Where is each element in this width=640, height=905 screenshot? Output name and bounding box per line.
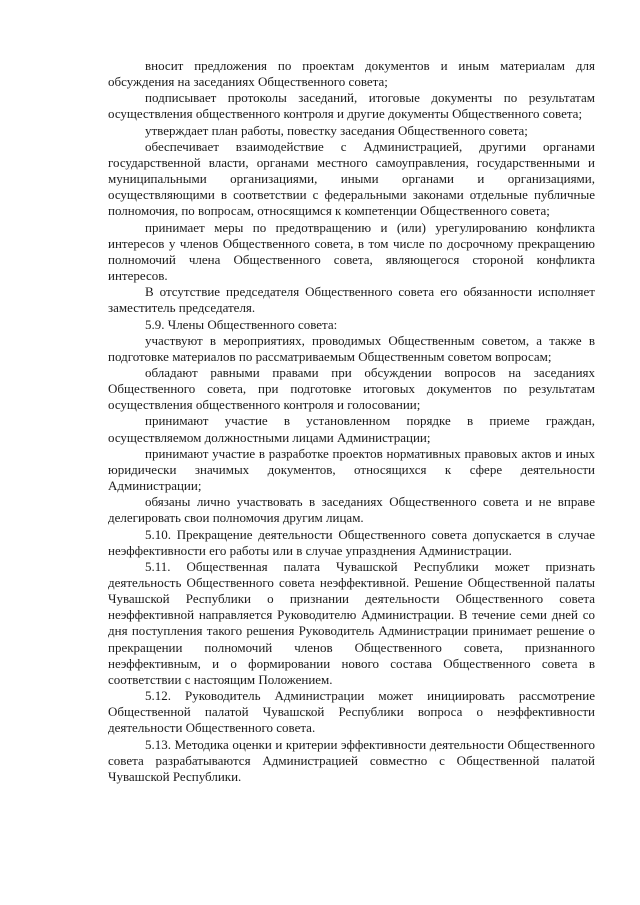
paragraph-draft-acts: принимают участие в разработке проектов нормативных правовых актов и иных юридически значимых документов, относящихся к сфере деятельности Администрации;	[108, 445, 595, 494]
section-5-12: 5.12. Руководитель Администрации может инициировать рассмотрение Общественной палатой Чувашской Республики вопроса о неэффективности деятельности Общественного совета.	[108, 688, 595, 736]
section-5-13: 5.13. Методика оценки и критерии эффективности деятельности Общественного совета разрабатываются Администрацией совместно с Общественной палатой Чувашской Республики.	[108, 736, 595, 784]
paragraph-sign-protocols: подписывает протоколы заседаний, итоговые документы по результатам осуществления общественного контроля и другие документы Общественного совета;	[108, 90, 595, 122]
paragraph-personal-participation: обязаны лично участвовать в заседаниях Общественного совета и не вправе делегировать свои полномочия другим лицам.	[108, 494, 595, 526]
section-5-11: 5.11. Общественная палата Чувашской Республики может признать деятельность Общественного совета неэффективной. Решение Общественной палаты Чувашской Республики о признании деятельности Общественного совета неэффективной направляется Руководителю Администрации. В течение семи дней со дня поступления такого решения Руководитель Администрации принимает решение о прекращении полномочий членов Общественного совета, признанного неэффективным, и о формировании нового состава Общественного совета в соответствии с настоящим Положением.	[108, 558, 595, 687]
section-heading-5-9: 5.9. Члены Общественного совета:	[145, 316, 338, 332]
paragraph-equal-rights: обладают равными правами при обсуждении вопросов на заседаниях Общественного совета, при подготовке итоговых документов по результатам осуществления общественного контроля и голосовании;	[108, 364, 595, 413]
paragraph-ensure-interaction: обеспечивает взаимодействие с Администрацией, другими органами государственной власти, органами местного самоуправления, государственными и муниципальными организациями, иными органами и организациями, осуществляющими в соответствии с федеральными законами отдельные публичные полномочия, по вопросам, относящимся к компетенции Общественного совета;	[108, 138, 595, 219]
document-page	[108, 58, 595, 785]
paragraph-conflict-of-interest: принимает меры по предотвращению и (или) урегулированию конфликта интересов у членов Общественного совета, в том числе по досрочному прекращению полномочий члена Общественного совета, являющегося стороной конфликта интересов.	[108, 219, 595, 284]
paragraph-approve-plan: утверждает план работы, повестку заседания Общественного совета;	[145, 122, 528, 138]
paragraph-citizen-reception: принимают участие в установленном порядке в приеме граждан, осуществляемом должностными лицами Администрации;	[108, 413, 595, 445]
paragraph-deputy-chair: В отсутствие председателя Общественного совета его обязанности исполняет заместитель председателя.	[108, 284, 595, 316]
paragraph-participate-events: участвуют в мероприятиях, проводимых Общественным советом, а также в подготовке материалов по рассматриваемым Общественным советом вопросам;	[108, 332, 595, 364]
section-5-10: 5.10. Прекращение деятельности Общественного совета допускается в случае неэффективности его работы или в случае упразднения Администрации.	[108, 526, 595, 558]
paragraph-propose-materials: вносит предложения по проектам документов и иным материалам для обсуждения на заседаниях Общественного совета;	[108, 58, 595, 90]
